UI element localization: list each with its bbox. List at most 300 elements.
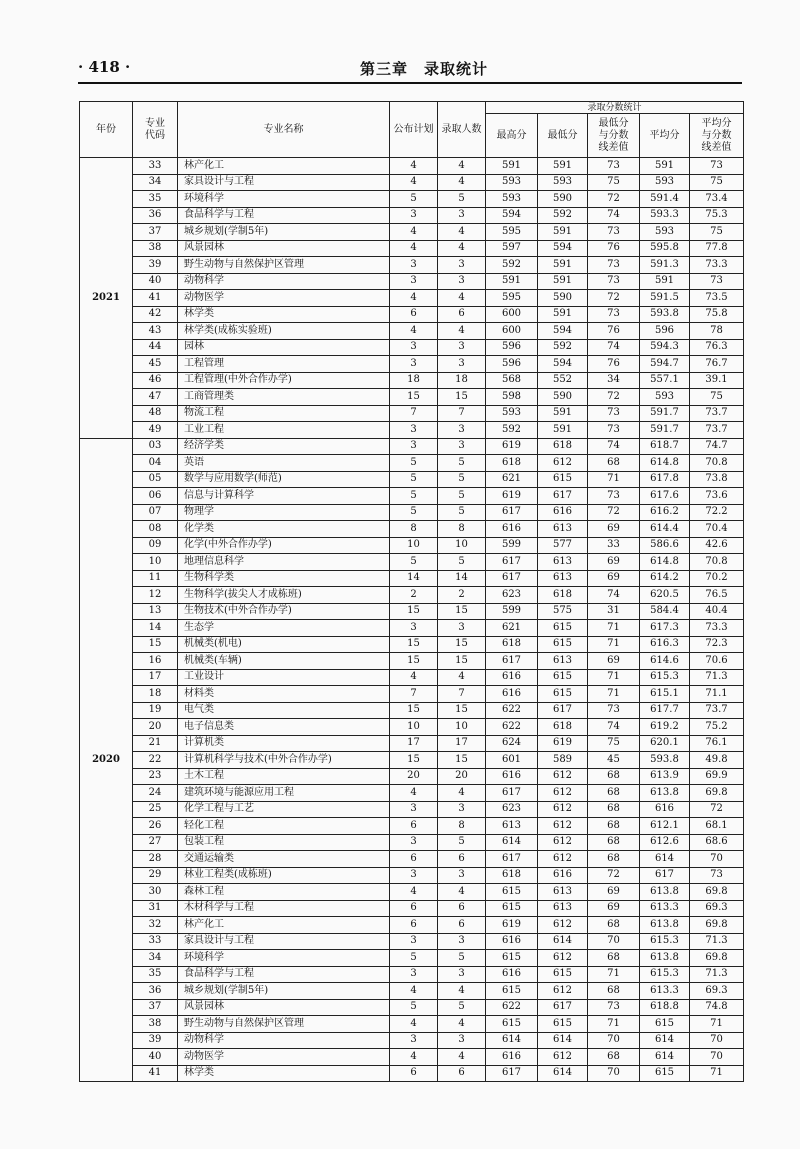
table-row — [80, 867, 744, 884]
min-diff-cell: 70 — [588, 1032, 640, 1049]
header-rule — [78, 82, 742, 84]
plan-cell: 4 — [390, 884, 438, 901]
min-diff-cell: 68 — [588, 455, 640, 472]
col-code: 专业代码 — [133, 102, 178, 158]
min-cell: 613 — [538, 653, 588, 670]
max-cell: 619 — [486, 438, 538, 455]
code-cell: 41 — [133, 290, 178, 307]
table-header — [80, 102, 744, 158]
name-cell: 林学类 — [178, 1065, 390, 1082]
name-cell: 工程管理(中外合作办学) — [178, 372, 390, 389]
avg-diff-cell: 73 — [690, 273, 744, 290]
min-diff-cell: 68 — [588, 801, 640, 818]
min-cell: 615 — [538, 966, 588, 983]
min-diff-cell: 75 — [588, 735, 640, 752]
table-row — [80, 257, 744, 274]
avg-cell: 614.8 — [640, 554, 690, 571]
admitted-cell: 3 — [438, 867, 486, 884]
avg-diff-cell: 71.1 — [690, 686, 744, 703]
name-cell: 林产化工 — [178, 917, 390, 934]
name-cell: 家具设计与工程 — [178, 174, 390, 191]
min-diff-cell: 72 — [588, 867, 640, 884]
avg-diff-cell: 74.8 — [690, 999, 744, 1016]
code-cell: 17 — [133, 669, 178, 686]
avg-diff-cell: 70.6 — [690, 653, 744, 670]
min-diff-cell: 76 — [588, 356, 640, 373]
max-cell: 617 — [486, 785, 538, 802]
admitted-cell: 5 — [438, 488, 486, 505]
avg-diff-cell: 42.6 — [690, 537, 744, 554]
code-cell: 39 — [133, 257, 178, 274]
min-diff-cell: 72 — [588, 389, 640, 406]
admitted-cell: 3 — [438, 933, 486, 950]
plan-cell: 4 — [390, 1016, 438, 1033]
min-cell: 590 — [538, 389, 588, 406]
min-diff-cell: 34 — [588, 372, 640, 389]
avg-cell: 591 — [640, 158, 690, 175]
plan-cell: 17 — [390, 735, 438, 752]
min-cell: 612 — [538, 818, 588, 835]
admitted-cell: 5 — [438, 471, 486, 488]
code-cell: 24 — [133, 785, 178, 802]
avg-cell: 593 — [640, 174, 690, 191]
avg-cell: 593 — [640, 224, 690, 241]
table-row — [80, 521, 744, 538]
min-cell: 615 — [538, 636, 588, 653]
name-cell: 化学类 — [178, 521, 390, 538]
table-row — [80, 372, 744, 389]
name-cell: 生态学 — [178, 620, 390, 637]
max-cell: 619 — [486, 917, 538, 934]
avg-diff-cell: 76.1 — [690, 735, 744, 752]
admitted-cell: 15 — [438, 389, 486, 406]
plan-cell: 3 — [390, 257, 438, 274]
max-cell: 616 — [486, 1049, 538, 1066]
plan-cell: 4 — [390, 785, 438, 802]
min-diff-cell: 71 — [588, 471, 640, 488]
avg-cell: 584.4 — [640, 603, 690, 620]
table-row — [80, 785, 744, 802]
avg-diff-cell: 70 — [690, 851, 744, 868]
avg-diff-cell: 71 — [690, 1016, 744, 1033]
code-cell: 46 — [133, 372, 178, 389]
min-diff-cell: 73 — [588, 257, 640, 274]
avg-diff-cell: 73.8 — [690, 471, 744, 488]
avg-cell: 557.1 — [640, 372, 690, 389]
plan-cell: 4 — [390, 158, 438, 175]
avg-diff-cell: 76.3 — [690, 339, 744, 356]
name-cell: 生物科学类 — [178, 570, 390, 587]
max-cell: 615 — [486, 1016, 538, 1033]
admitted-cell: 7 — [438, 686, 486, 703]
min-cell: 618 — [538, 719, 588, 736]
plan-cell: 4 — [390, 669, 438, 686]
table-row — [80, 405, 744, 422]
avg-cell: 614.6 — [640, 653, 690, 670]
avg-cell: 615 — [640, 1065, 690, 1082]
code-cell: 48 — [133, 405, 178, 422]
avg-cell: 614 — [640, 1032, 690, 1049]
name-cell: 城乡规划(学制5年) — [178, 224, 390, 241]
admitted-cell: 6 — [438, 1065, 486, 1082]
code-cell: 37 — [133, 224, 178, 241]
min-cell: 614 — [538, 933, 588, 950]
avg-cell: 616.2 — [640, 504, 690, 521]
max-cell: 623 — [486, 587, 538, 604]
min-diff-cell: 68 — [588, 785, 640, 802]
page-header — [78, 58, 742, 80]
avg-diff-cell: 75 — [690, 174, 744, 191]
table-row — [80, 422, 744, 439]
min-diff-cell: 69 — [588, 554, 640, 571]
name-cell: 工业工程 — [178, 422, 390, 439]
min-cell: 615 — [538, 686, 588, 703]
col-year: 年份 — [80, 102, 133, 158]
admitted-cell: 17 — [438, 735, 486, 752]
admitted-cell: 4 — [438, 1016, 486, 1033]
min-cell: 591 — [538, 224, 588, 241]
avg-diff-cell: 73.3 — [690, 620, 744, 637]
avg-cell: 593.8 — [640, 752, 690, 769]
plan-cell: 3 — [390, 867, 438, 884]
name-cell: 包装工程 — [178, 834, 390, 851]
avg-diff-cell: 73.7 — [690, 422, 744, 439]
code-cell: 06 — [133, 488, 178, 505]
plan-cell: 3 — [390, 834, 438, 851]
name-cell: 物理学 — [178, 504, 390, 521]
min-cell: 552 — [538, 372, 588, 389]
min-cell: 617 — [538, 999, 588, 1016]
avg-diff-cell: 73.3 — [690, 257, 744, 274]
max-cell: 622 — [486, 702, 538, 719]
admitted-cell: 4 — [438, 983, 486, 1000]
plan-cell: 3 — [390, 273, 438, 290]
table-row — [80, 537, 744, 554]
plan-cell: 5 — [390, 554, 438, 571]
table-row — [80, 603, 744, 620]
min-cell: 617 — [538, 488, 588, 505]
admitted-cell: 15 — [438, 702, 486, 719]
avg-cell: 617.3 — [640, 620, 690, 637]
table-row — [80, 389, 744, 406]
plan-cell: 5 — [390, 488, 438, 505]
avg-diff-cell: 73.6 — [690, 488, 744, 505]
plan-cell: 6 — [390, 818, 438, 835]
min-cell: 617 — [538, 702, 588, 719]
plan-cell: 4 — [390, 323, 438, 340]
admitted-cell: 3 — [438, 966, 486, 983]
avg-diff-cell: 71 — [690, 1065, 744, 1082]
name-cell: 机械类(机电) — [178, 636, 390, 653]
table-row — [80, 438, 744, 455]
code-cell: 29 — [133, 867, 178, 884]
avg-cell: 596 — [640, 323, 690, 340]
min-diff-cell: 74 — [588, 339, 640, 356]
code-cell: 47 — [133, 389, 178, 406]
admitted-cell: 3 — [438, 801, 486, 818]
avg-cell: 613.8 — [640, 884, 690, 901]
admitted-cell: 8 — [438, 818, 486, 835]
min-cell: 613 — [538, 884, 588, 901]
min-diff-cell: 71 — [588, 636, 640, 653]
min-cell: 594 — [538, 356, 588, 373]
name-cell: 信息与计算科学 — [178, 488, 390, 505]
name-cell: 生物技术(中外合作办学) — [178, 603, 390, 620]
code-cell: 20 — [133, 719, 178, 736]
avg-cell: 591.4 — [640, 191, 690, 208]
table-row — [80, 455, 744, 472]
admitted-cell: 7 — [438, 405, 486, 422]
max-cell: 617 — [486, 504, 538, 521]
avg-cell: 615 — [640, 1016, 690, 1033]
code-cell: 40 — [133, 1049, 178, 1066]
plan-cell: 15 — [390, 636, 438, 653]
max-cell: 593 — [486, 405, 538, 422]
avg-cell: 593.3 — [640, 207, 690, 224]
min-cell: 614 — [538, 1032, 588, 1049]
name-cell: 化学工程与工艺 — [178, 801, 390, 818]
avg-cell: 618.8 — [640, 999, 690, 1016]
avg-cell: 591.7 — [640, 405, 690, 422]
min-diff-cell: 45 — [588, 752, 640, 769]
table-row — [80, 653, 744, 670]
max-cell: 594 — [486, 207, 538, 224]
code-cell: 31 — [133, 900, 178, 917]
avg-diff-cell: 72 — [690, 801, 744, 818]
admission-stats-table — [79, 101, 744, 1082]
table-row — [80, 620, 744, 637]
avg-cell: 612.1 — [640, 818, 690, 835]
min-cell: 612 — [538, 801, 588, 818]
table-row — [80, 1016, 744, 1033]
avg-diff-cell: 75 — [690, 389, 744, 406]
min-diff-cell: 68 — [588, 950, 640, 967]
admitted-cell: 6 — [438, 917, 486, 934]
min-cell: 614 — [538, 1065, 588, 1082]
min-diff-cell: 68 — [588, 1049, 640, 1066]
plan-cell: 3 — [390, 933, 438, 950]
admitted-cell: 10 — [438, 537, 486, 554]
plan-cell: 15 — [390, 752, 438, 769]
max-cell: 618 — [486, 636, 538, 653]
code-cell: 08 — [133, 521, 178, 538]
code-cell: 05 — [133, 471, 178, 488]
plan-cell: 10 — [390, 537, 438, 554]
max-cell: 617 — [486, 570, 538, 587]
max-cell: 615 — [486, 950, 538, 967]
max-cell: 593 — [486, 174, 538, 191]
admitted-cell: 3 — [438, 207, 486, 224]
table-row — [80, 471, 744, 488]
min-cell: 590 — [538, 290, 588, 307]
name-cell: 数学与应用数学(师范) — [178, 471, 390, 488]
plan-cell: 8 — [390, 521, 438, 538]
min-cell: 575 — [538, 603, 588, 620]
code-cell: 33 — [133, 158, 178, 175]
avg-cell: 593 — [640, 389, 690, 406]
avg-cell: 618.7 — [640, 438, 690, 455]
plan-cell: 2 — [390, 587, 438, 604]
name-cell: 材料类 — [178, 686, 390, 703]
admitted-cell: 4 — [438, 669, 486, 686]
min-diff-cell: 73 — [588, 158, 640, 175]
code-cell: 38 — [133, 1016, 178, 1033]
min-diff-cell: 69 — [588, 900, 640, 917]
name-cell: 电子信息类 — [178, 719, 390, 736]
code-cell: 39 — [133, 1032, 178, 1049]
plan-cell: 7 — [390, 686, 438, 703]
name-cell: 林产化工 — [178, 158, 390, 175]
admitted-cell: 5 — [438, 191, 486, 208]
admitted-cell: 4 — [438, 884, 486, 901]
avg-cell: 591.5 — [640, 290, 690, 307]
plan-cell: 3 — [390, 422, 438, 439]
min-cell: 593 — [538, 174, 588, 191]
min-diff-cell: 68 — [588, 851, 640, 868]
min-diff-cell: 69 — [588, 653, 640, 670]
max-cell: 600 — [486, 323, 538, 340]
avg-diff-cell: 75.3 — [690, 207, 744, 224]
name-cell: 野生动物与自然保护区管理 — [178, 1016, 390, 1033]
avg-diff-cell: 75.2 — [690, 719, 744, 736]
table-row — [80, 669, 744, 686]
avg-diff-cell: 69.9 — [690, 768, 744, 785]
avg-cell: 612.6 — [640, 834, 690, 851]
name-cell: 风景园林 — [178, 240, 390, 257]
admitted-cell: 6 — [438, 851, 486, 868]
plan-cell: 3 — [390, 801, 438, 818]
avg-diff-cell: 78 — [690, 323, 744, 340]
code-cell: 25 — [133, 801, 178, 818]
code-cell: 36 — [133, 207, 178, 224]
avg-cell: 594.7 — [640, 356, 690, 373]
avg-diff-cell: 68.1 — [690, 818, 744, 835]
min-cell: 613 — [538, 900, 588, 917]
min-cell: 615 — [538, 471, 588, 488]
avg-diff-cell: 71.3 — [690, 669, 744, 686]
min-diff-cell: 68 — [588, 818, 640, 835]
col-min-diff: 最低分与分数线差值 — [588, 114, 640, 158]
max-cell: 597 — [486, 240, 538, 257]
code-cell: 09 — [133, 537, 178, 554]
name-cell: 动物科学 — [178, 273, 390, 290]
avg-diff-cell: 70 — [690, 1049, 744, 1066]
name-cell: 轻化工程 — [178, 818, 390, 835]
max-cell: 617 — [486, 653, 538, 670]
min-diff-cell: 76 — [588, 240, 640, 257]
code-cell: 10 — [133, 554, 178, 571]
admitted-cell: 4 — [438, 158, 486, 175]
min-cell: 594 — [538, 323, 588, 340]
table-row — [80, 356, 744, 373]
table-row — [80, 851, 744, 868]
table-row — [80, 158, 744, 175]
max-cell: 616 — [486, 669, 538, 686]
min-diff-cell: 72 — [588, 290, 640, 307]
min-diff-cell: 68 — [588, 768, 640, 785]
min-cell: 612 — [538, 834, 588, 851]
plan-cell: 3 — [390, 620, 438, 637]
code-cell: 22 — [133, 752, 178, 769]
avg-diff-cell: 76.7 — [690, 356, 744, 373]
avg-cell: 616.3 — [640, 636, 690, 653]
min-diff-cell: 31 — [588, 603, 640, 620]
min-cell: 589 — [538, 752, 588, 769]
table-body — [80, 158, 744, 1082]
col-avg-diff: 平均分与分数线差值 — [690, 114, 744, 158]
avg-diff-cell: 69.8 — [690, 884, 744, 901]
name-cell: 食品科学与工程 — [178, 207, 390, 224]
min-cell: 577 — [538, 537, 588, 554]
table-row — [80, 174, 744, 191]
table-row — [80, 207, 744, 224]
min-cell: 591 — [538, 422, 588, 439]
table-row — [80, 554, 744, 571]
max-cell: 615 — [486, 983, 538, 1000]
code-cell: 38 — [133, 240, 178, 257]
max-cell: 623 — [486, 801, 538, 818]
plan-cell: 20 — [390, 768, 438, 785]
name-cell: 林业工程类(成栋班) — [178, 867, 390, 884]
admitted-cell: 5 — [438, 950, 486, 967]
avg-diff-cell: 74.7 — [690, 438, 744, 455]
code-cell: 30 — [133, 884, 178, 901]
year-cell: 2021 — [80, 158, 133, 439]
plan-cell: 15 — [390, 702, 438, 719]
admitted-cell: 4 — [438, 1049, 486, 1066]
min-cell: 619 — [538, 735, 588, 752]
name-cell: 食品科学与工程 — [178, 966, 390, 983]
avg-cell: 591.7 — [640, 422, 690, 439]
min-diff-cell: 71 — [588, 966, 640, 983]
min-diff-cell: 71 — [588, 620, 640, 637]
table-row — [80, 768, 744, 785]
min-diff-cell: 73 — [588, 999, 640, 1016]
name-cell: 交通运输类 — [178, 851, 390, 868]
table-row — [80, 917, 744, 934]
admitted-cell: 6 — [438, 306, 486, 323]
code-cell: 27 — [133, 834, 178, 851]
max-cell: 596 — [486, 356, 538, 373]
max-cell: 592 — [486, 257, 538, 274]
table-row — [80, 587, 744, 604]
table-row — [80, 752, 744, 769]
avg-cell: 591.3 — [640, 257, 690, 274]
avg-diff-cell: 72.2 — [690, 504, 744, 521]
avg-diff-cell: 69.8 — [690, 950, 744, 967]
min-diff-cell: 73 — [588, 273, 640, 290]
table-row — [80, 818, 744, 835]
name-cell: 地理信息科学 — [178, 554, 390, 571]
code-cell: 07 — [133, 504, 178, 521]
avg-cell: 615.3 — [640, 669, 690, 686]
admitted-cell: 4 — [438, 224, 486, 241]
table-row — [80, 1032, 744, 1049]
name-cell: 动物科学 — [178, 1032, 390, 1049]
avg-diff-cell: 73.7 — [690, 702, 744, 719]
code-cell: 49 — [133, 422, 178, 439]
min-diff-cell: 75 — [588, 174, 640, 191]
code-cell: 03 — [133, 438, 178, 455]
min-diff-cell: 33 — [588, 537, 640, 554]
min-cell: 616 — [538, 504, 588, 521]
avg-diff-cell: 69.8 — [690, 785, 744, 802]
avg-cell: 619.2 — [640, 719, 690, 736]
avg-cell: 614.2 — [640, 570, 690, 587]
avg-diff-cell: 73 — [690, 158, 744, 175]
avg-cell: 617.6 — [640, 488, 690, 505]
min-diff-cell: 69 — [588, 570, 640, 587]
